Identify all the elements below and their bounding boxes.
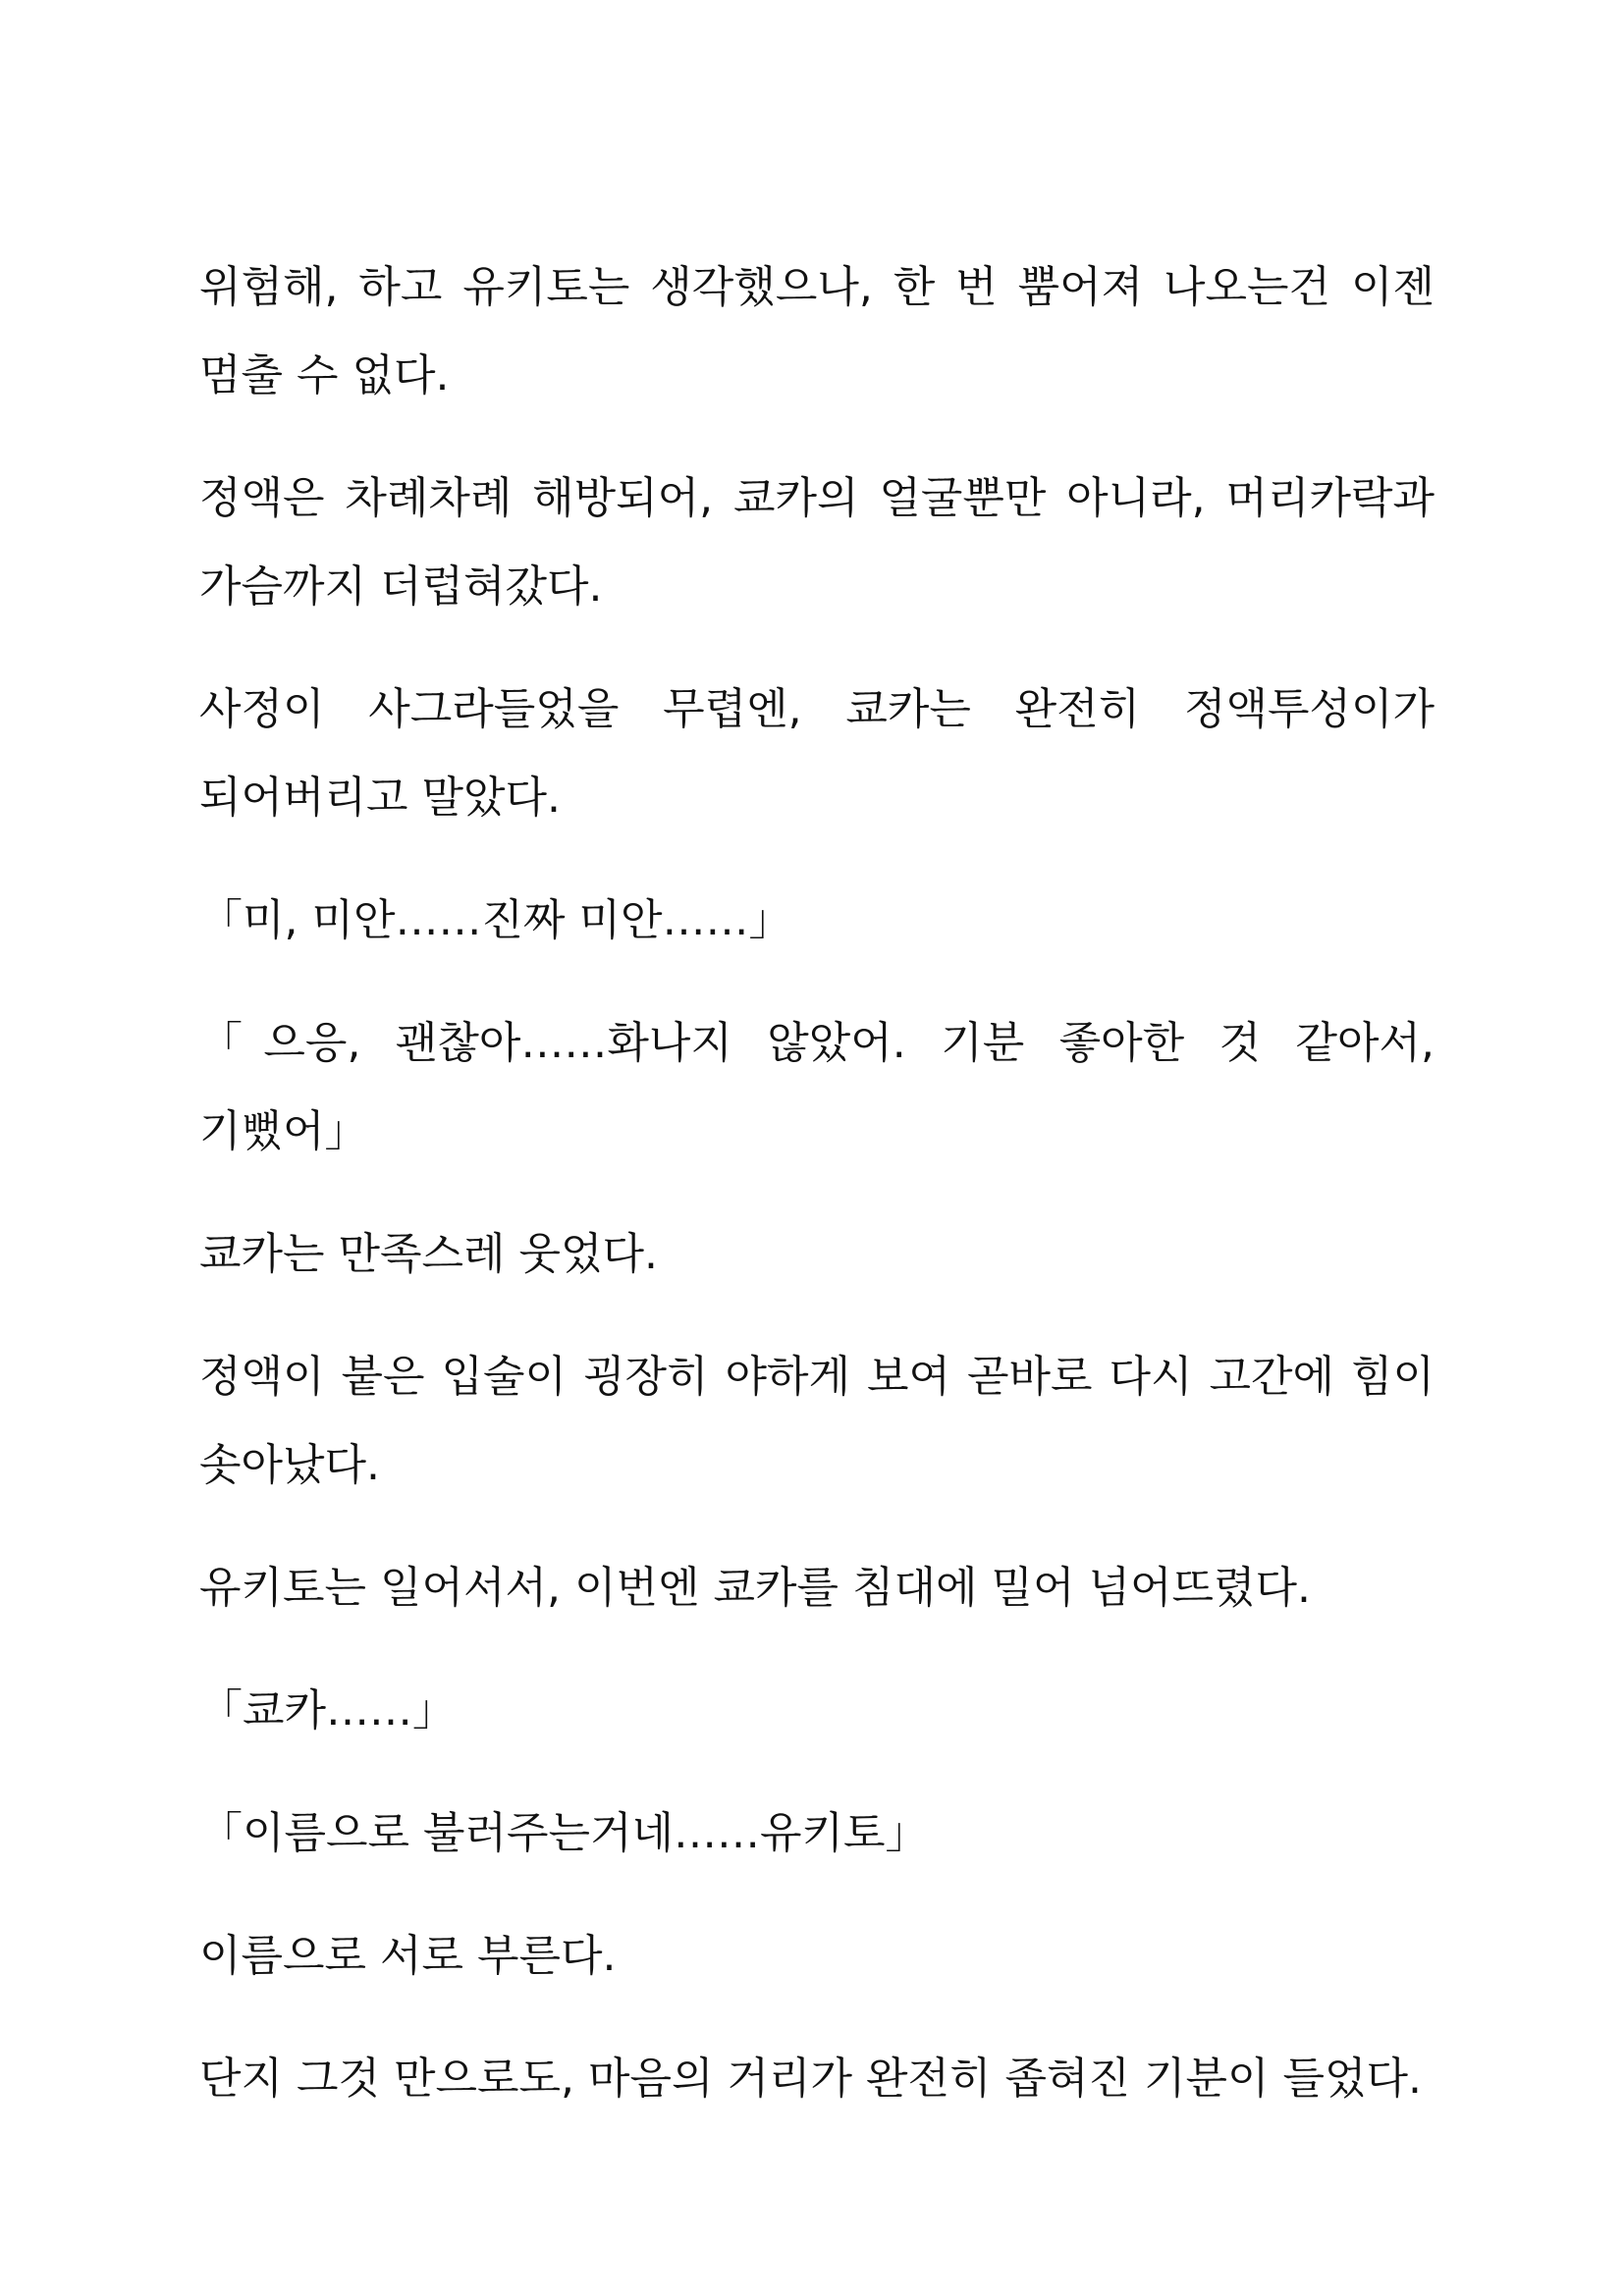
paragraph: 「으응, 괜찮아……화나지 않았어. 기분 좋아한 것 같아서, 기뻤어」 — [199, 1018, 1435, 1156]
paragraph: 「미, 미안……진짜 미안……」 — [199, 895, 792, 945]
paragraph: 사정이 사그라들었을 무렵엔, 쿄카는 완전히 정액투성이가 되어버리고 말았다. — [199, 684, 1435, 823]
paragraph: 단지 그것 만으로도, 마음의 거리가 완전히 좁혀진 기분이 들었다. — [199, 2054, 1422, 2104]
document-body — [199, 243, 1435, 2123]
paragraph: 이름으로 서로 부른다. — [199, 1931, 617, 1981]
paragraph: 위험해, 하고 유키토는 생각했으나, 한 번 뿜어져 나오는건 이젠 멈출 수 없다. — [199, 262, 1435, 400]
paragraph: 정액은 차례차례 해방되어, 쿄카의 얼굴뿐만 아니라, 머리카락과 가슴까지 더럽혀갔다. — [199, 473, 1435, 612]
paragraph: 「이름으로 불러주는거네……유키토」 — [199, 1808, 929, 1858]
paragraph: 정액이 붙은 입술이 굉장히 야하게 보여 곧바로 다시 고간에 힘이 솟아났다. — [199, 1352, 1435, 1490]
paragraph: 「쿄카……」 — [199, 1685, 457, 1735]
paragraph: 유키토는 일어서서, 이번엔 쿄카를 침대에 밀어 넘어뜨렸다. — [199, 1563, 1311, 1613]
paragraph: 쿄카는 만족스레 웃었다. — [199, 1229, 658, 1279]
